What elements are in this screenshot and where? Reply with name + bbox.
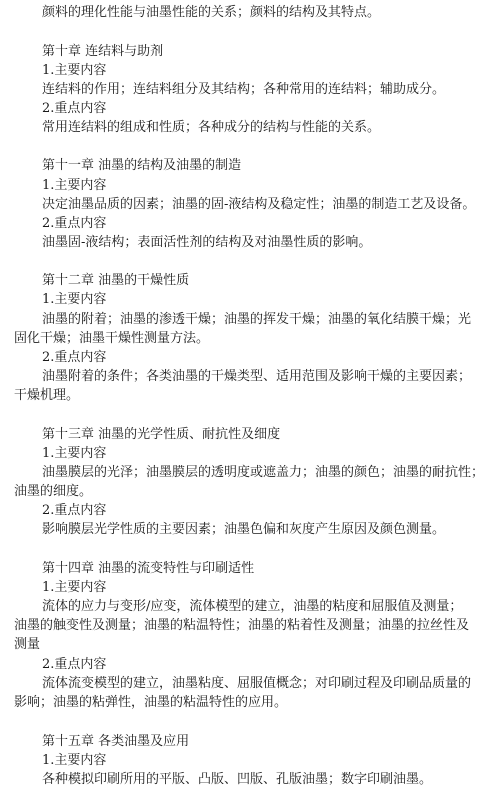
body-text: 流体流变模型的建立，油墨粘度、屈服值概念；对印刷过程及印刷品质量的: [42, 676, 472, 691]
body-text: 油墨膜层的光泽；油墨膜层的透明度或遮盖力；油墨的颜色；油墨的耐抗性；: [42, 465, 485, 480]
subheading: 2.重点内容: [42, 350, 107, 365]
body-text: 固化干燥；油墨干燥性测量方法。: [14, 331, 210, 346]
body-text: 颜料的理化性能与油墨性能的关系；颜料的结构及其特点。: [42, 5, 381, 20]
body-text: 常用连结料的组成和性质；各种成分的结构与性能的关系。: [42, 120, 381, 135]
subheading: 2.重点内容: [42, 657, 107, 672]
body-text: 油墨的触变性及测量；油墨的粘温特性；油墨的粘着性及测量；油墨的拉丝性及: [14, 618, 470, 633]
body-text: 各种模拟印刷所用的平版、凸版、凹版、孔版油墨；数字印刷油墨。: [42, 772, 433, 787]
body-text: 油墨的附着；油墨的渗透干燥；油墨的挥发干燥；油墨的氧化结膜干燥；光: [42, 312, 472, 327]
subheading: 2.重点内容: [42, 101, 107, 116]
body-text: 连结料的作用；连结料组分及其结构；各种常用的连结料；辅助成分。: [42, 82, 446, 97]
body-text: 油墨的细度。: [14, 484, 93, 499]
body-text: 决定油墨品质的因素；油墨的固-液结构及稳定性；油墨的制造工艺及设备。: [42, 197, 476, 212]
chapter-heading: 第十三章 油墨的光学性质、耐抗性及细度: [42, 427, 281, 442]
subheading: 1.主要内容: [42, 580, 107, 595]
subheading: 1.主要内容: [42, 753, 107, 768]
body-text: 油墨附着的条件；各类油墨的干燥类型、适用范围及影响干燥的主要因素；: [42, 369, 472, 384]
subheading: 1.主要内容: [42, 292, 107, 307]
chapter-heading: 第十四章 油墨的流变特性与印刷适性: [42, 561, 255, 576]
body-text: 干燥机理。: [14, 388, 80, 403]
chapter-heading: 第十一章 油墨的结构及油墨的制造: [42, 158, 242, 173]
body-text: 影响；油墨的粘弹性，油墨的粘温特性的应用。: [14, 695, 288, 710]
chapter-heading: 第十二章 油墨的干燥性质: [42, 273, 190, 288]
chapter-heading: 第十五章 各类油墨及应用: [42, 734, 190, 749]
body-text: 影响膜层光学性质的主要因素；油墨色偏和灰度产生原因及颜色测量。: [42, 522, 446, 537]
body-text: 流体的应力与变形/应变，流体模型的建立，油墨的粘度和屈服值及测量；: [42, 599, 463, 614]
subheading: 2.重点内容: [42, 503, 107, 518]
body-text: 油墨固-液结构；表面活性剂的结构及对油墨性质的影响。: [42, 235, 372, 250]
subheading: 1.主要内容: [42, 446, 107, 461]
subheading: 1.主要内容: [42, 63, 107, 78]
chapter-heading: 第十章 连结料与助剂: [42, 44, 164, 59]
subheading: 1.主要内容: [42, 178, 107, 193]
body-text: 测量: [14, 637, 41, 652]
subheading: 2.重点内容: [42, 216, 107, 231]
